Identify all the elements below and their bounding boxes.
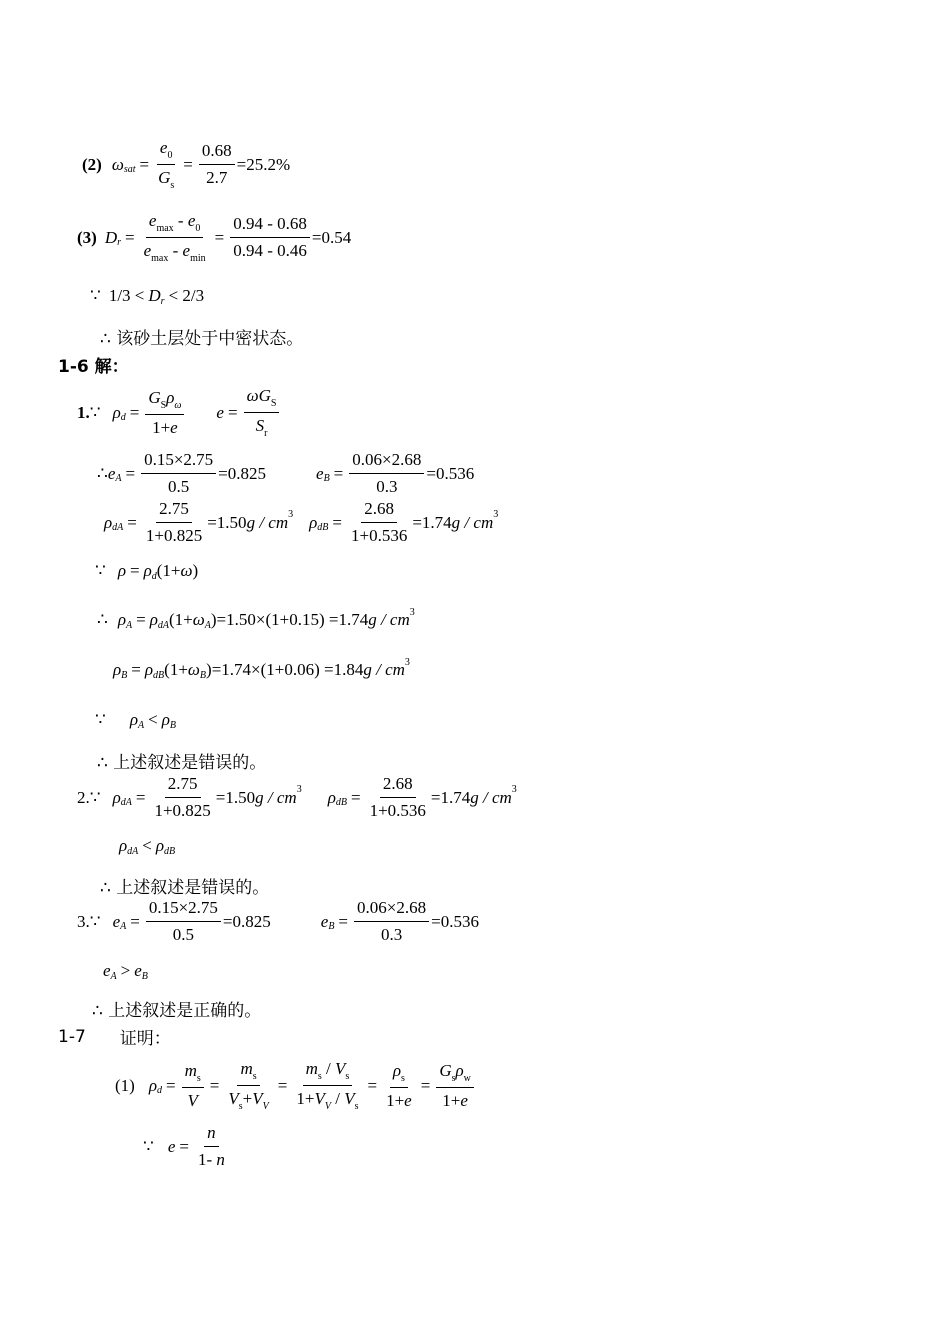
fraction: $\frac{e_{max} - e_0}{e_{max} - e_{min}}$ [143, 211, 206, 264]
s16-eA-gt-eB: e A > e B [103, 961, 148, 982]
section-1-7-heading: 1-7 证明： [58, 1026, 171, 1049]
s16-rho-relation: ∵ ρ = ρ d (1+ ω ) [95, 561, 199, 582]
section-1-6-heading: 1-6 解： [58, 357, 129, 377]
s16-3-conclusion: ∴ 上述叙述是正确的。 [92, 1001, 262, 1021]
s16-rho-B: ρ B = ρ dB (1+ ω B ) =1.74×(1+0.06) =1.84 g / cm 3 [113, 656, 410, 681]
s16-rho-A: ∴ ρ A = ρ dA (1+ ω A ) =1.50×(1+0.15) =1.74 g / cm 3 [97, 606, 415, 631]
s16-1-conclusion: ∴ 上述叙述是错误的。 [97, 753, 267, 773]
result: =0.54 [311, 227, 352, 247]
s16-3-formulas: 3. ∵ e A = $\frac{0.15\times 2.75}{0.5}$ =0.825 e B = $\frac{0.06\times 2.68}{0.3}$ =0.536 [77, 898, 479, 944]
s16-2-formulas: 2. ∵ ρ dA = $\frac{2.75}{1+0.825}$ =1.50 g / cm 3 ρ dB = $\frac{2.68}{1+0.536}$ =1.74 g / cm 3 [77, 774, 517, 820]
fraction: $\frac{0.68}{2.7}$ [199, 140, 235, 189]
s16-rhodA-lt-rhodB: ρ dA < ρ dB [119, 836, 176, 857]
line-3-relative-density: (3) D r = $\frac{e_{max} - e_0}{e_{max} - e_{min}}$ = $\frac{0.94 - 0.68}{0.94 - 0.46}$ =0.54 [77, 211, 352, 264]
fraction: $\frac{0.94 - 0.68}{0.94 - 0.46}$ [230, 213, 310, 262]
fraction: $\frac{e_0}{G_s}$ [158, 138, 175, 191]
line-2-omega-sat: (2) ω sat = $\frac{e_0}{G_s}$ = $\frac{0.68}{2.7}$ =25.2% [82, 138, 291, 191]
item-label: (3) [77, 227, 97, 247]
s16-rho-dA-dB: ρ dA = $\frac{2.75}{1+0.825}$ =1.50 g / cm 3 ρ dB = $\frac{2.68}{1+0.536}$ =1.74 g / cm 3 [104, 499, 499, 545]
result: =25.2% [236, 154, 291, 174]
conclusion-medium-dense: ∴ 该砂土层处于中密状态。 [100, 329, 304, 349]
s17-e-from-n: ∵ e = $\frac{n}{1- n}$ [143, 1123, 225, 1169]
s16-rhoA-lt-rhoB: ∵ ρ A < ρ B [95, 710, 176, 731]
s17-1-derivation: (1) ρ d = $\frac{m_s}{V}$ = $\frac{m_s}{V_s+V_V}$ = $\frac{m_s / V_s}{1+V_V / V_s}$ = $\frac{\rho_s}{1+e}$ = $\frac{G_s\rho_w}{1+e}$ [115, 1058, 476, 1113]
since-dr-range: ∵ 1/3 < D r < 2/3 [90, 286, 205, 307]
s16-2-conclusion: ∴ 上述叙述是错误的。 [100, 878, 270, 898]
s16-1-formulas: 1. ∵ ρ d = $\frac{G_S\rho_\omega}{1+e}$ e = $\frac{\omega G_S}{S_r}$ [77, 385, 281, 440]
item-label: (2) [82, 154, 102, 174]
s16-eA-eB: ∴ e A = $\frac{0.15\times 2.75}{0.5}$ =0.825 e B = $\frac{0.06\times 2.68}{0.3}$ =0.536 [97, 450, 475, 496]
